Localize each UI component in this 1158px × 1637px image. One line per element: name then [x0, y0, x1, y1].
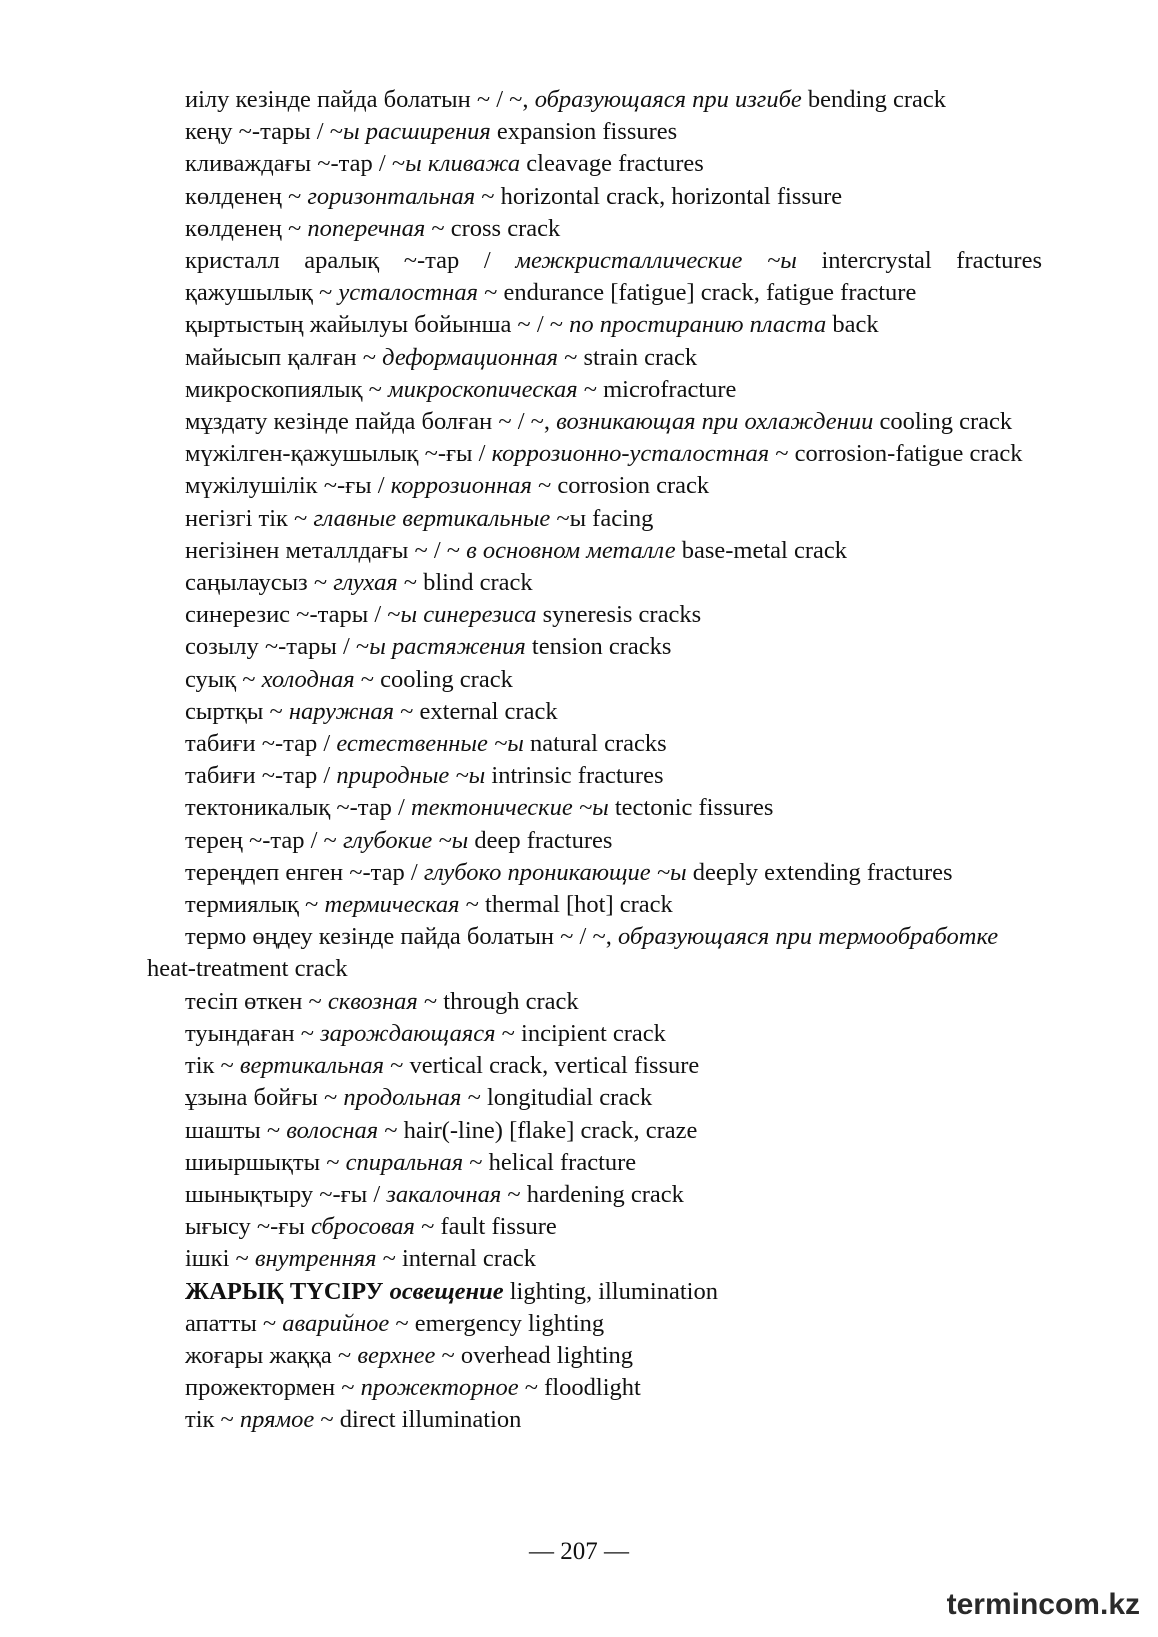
entry-text: табиғи ~-тар /: [185, 762, 337, 790]
entry-russian-term: природные ~ы: [336, 762, 486, 790]
entry-russian-term: возникающая при охлаждении: [556, 408, 874, 436]
dictionary-entry: [147, 84, 1042, 116]
entry-russian-term: аварийное: [282, 1309, 390, 1337]
entry-text: тесіп өткен ~: [185, 987, 328, 1015]
dictionary-entry: [147, 631, 1042, 663]
dictionary-entry: [147, 1147, 1042, 1179]
entry-text: термо өңдеу кезінде пайда болатын ~ / ~,: [185, 923, 618, 951]
dictionary-page: [147, 84, 1042, 1437]
entry-text: шиыршықты ~: [185, 1148, 346, 1176]
entry-russian-term: термическая: [324, 891, 460, 919]
entry-text: natural cracks: [523, 730, 667, 758]
entry-text: мұздату кезінде пайда болған ~ / ~,: [185, 408, 557, 436]
dictionary-entry: [147, 245, 1042, 277]
entry-russian-term: холодная: [261, 665, 355, 693]
entry-russian-term: спиральная: [345, 1148, 464, 1176]
entry-russian-term: сбросовая: [310, 1213, 415, 1241]
dictionary-entry: [147, 1372, 1042, 1404]
dictionary-entry: [147, 599, 1042, 631]
entry-text: ~ cross crack: [425, 214, 561, 242]
entry-text: intercrystal fractures: [796, 247, 1042, 275]
entry-russian-term: прожекторное: [360, 1374, 519, 1402]
dictionary-entry: [147, 1340, 1042, 1372]
entry-text: ~ helical fracture: [463, 1148, 637, 1176]
entry-text: ~ direct illumination: [314, 1406, 522, 1434]
entry-russian-term: зарождающаяся: [320, 1019, 496, 1047]
entry-text: ~ cooling crack: [354, 665, 513, 693]
entry-russian-term: сквозная: [327, 987, 418, 1015]
entry-text: кливаждағы ~-тар / ~: [185, 150, 406, 178]
entry-text: синерезис ~-тары / ~: [185, 601, 401, 629]
entry-russian-term: глухая: [333, 569, 398, 597]
dictionary-entry: [147, 1243, 1042, 1275]
entry-text: ~ longitudial crack: [461, 1084, 653, 1112]
entry-text: ұзына бойғы ~: [185, 1084, 344, 1112]
entry-text: негізінен металлдағы ~ / ~: [185, 536, 467, 564]
entry-text: ~ blind crack: [397, 569, 533, 597]
entry-text: ~ fault fissure: [414, 1213, 557, 1241]
entry-text: микроскопиялық ~: [185, 375, 388, 403]
dictionary-entry: [147, 470, 1042, 502]
dictionary-entry: [147, 1050, 1042, 1082]
entry-russian-term: волосная: [286, 1116, 379, 1144]
entry-text: табиғи ~-тар /: [185, 730, 337, 758]
entry-text: мүжілушілік ~-ғы /: [185, 472, 391, 500]
dictionary-entry: [147, 406, 1042, 438]
entry-headword: ЖАРЫҚ ТҮСІРУ: [185, 1277, 390, 1305]
entry-text: cooling crack: [873, 408, 1013, 436]
entry-text: ~ horizontal crack, horizontal fissure: [475, 182, 843, 210]
entry-text: саңылаусыз ~: [185, 569, 334, 597]
entry-text: ішкі ~: [185, 1245, 255, 1273]
dictionary-entry: [147, 921, 1042, 985]
entry-russian-term: образующаяся при термообработке: [617, 923, 999, 951]
entry-text: ~ vertical crack, vertical fissure: [384, 1052, 700, 1080]
dictionary-entry: [147, 1308, 1042, 1340]
entry-text: прожектормен ~: [185, 1374, 361, 1402]
entry-russian-term: ы синерезиса: [400, 601, 537, 629]
entry-russian-term: глубоко проникающие ~ы: [423, 858, 687, 886]
dictionary-entry: [147, 1082, 1042, 1114]
entry-text: ~ internal crack: [376, 1245, 536, 1273]
entry-russian-term: глубокие ~ы: [342, 826, 469, 854]
entry-russian-term: главные вертикальные: [313, 504, 551, 532]
dictionary-entry: [147, 1018, 1042, 1050]
entry-russian-term: межкристаллические ~ы: [515, 247, 797, 275]
entry-text: сыртқы ~: [185, 697, 289, 725]
entry-text: cleavage fractures: [520, 150, 704, 178]
entry-text: шашты ~: [185, 1116, 287, 1144]
entry-text: ~ floodlight: [518, 1374, 641, 1402]
page-number: — 207 —: [529, 1538, 629, 1565]
entry-headword: освещение: [389, 1277, 504, 1305]
entry-text: ~ hardening crack: [501, 1180, 684, 1208]
entry-russian-term: вертикальная: [239, 1052, 385, 1080]
dictionary-entry: [147, 277, 1042, 309]
dictionary-entry: [147, 567, 1042, 599]
entry-text: ~ corrosion crack: [531, 472, 710, 500]
entry-russian-term: деформационная: [382, 343, 559, 371]
entry-russian-term: микроскопическая: [388, 375, 578, 403]
dictionary-entry: [147, 1276, 1042, 1308]
dictionary-entry: [147, 1404, 1042, 1436]
entry-russian-term: естественные ~ы: [336, 730, 524, 758]
entry-text: bending crack: [801, 86, 947, 113]
dictionary-entry: [147, 374, 1042, 406]
entry-text: термиялық ~: [185, 891, 325, 919]
entry-text: expansion fissures: [490, 118, 678, 146]
entry-text: иілу кезінде пайда болатын ~ / ~,: [185, 86, 535, 113]
entry-russian-term: продольная: [343, 1084, 462, 1112]
dictionary-entry: [147, 986, 1042, 1018]
entry-text: ~ thermal [hot] crack: [459, 891, 673, 919]
dictionary-entry: [147, 728, 1042, 760]
entry-russian-term: ы кливажа: [405, 150, 521, 178]
entry-russian-term: внутренняя: [254, 1245, 377, 1273]
entry-russian-term: закалочная: [386, 1180, 502, 1208]
entry-text: апатты ~: [185, 1309, 283, 1337]
entry-text: back: [826, 311, 879, 339]
entry-text: кристалл аралық ~-тар /: [185, 247, 516, 275]
dictionary-entry: [147, 116, 1042, 148]
entry-russian-term: поперечная: [307, 214, 426, 242]
entry-russian-term: верхнее: [357, 1341, 436, 1369]
dictionary-entry: [147, 535, 1042, 567]
entry-text: созылу ~-тары / ~: [185, 633, 370, 661]
entry-text: майысып қалған ~: [185, 343, 383, 371]
dictionary-entry: [147, 825, 1042, 857]
dictionary-entry: [147, 181, 1042, 213]
entry-text: ~ strain crack: [558, 343, 698, 371]
entry-text: intrinsic fractures: [485, 762, 664, 790]
entry-text: ~ incipient crack: [495, 1019, 666, 1047]
entry-text: шынықтыру ~-ғы /: [185, 1180, 387, 1208]
entry-text: ~ external crack: [394, 697, 558, 725]
entry-russian-term: образующаяся при изгибе: [534, 86, 802, 113]
entry-text: syneresis cracks: [536, 601, 702, 629]
entry-text: қажушылық ~: [185, 279, 339, 307]
entry-russian-term: ы расширения: [342, 118, 491, 146]
entry-text: туындаған ~: [185, 1019, 321, 1047]
dictionary-entry: [147, 503, 1042, 535]
entry-text: мүжілген-қажушылық ~-ғы /: [185, 440, 492, 468]
dictionary-entry: [147, 696, 1042, 728]
dictionary-entry: [147, 342, 1042, 374]
entry-text: негізгі тік ~: [185, 504, 314, 532]
entry-russian-term: ы растяжения: [369, 633, 526, 661]
dictionary-entry: [147, 148, 1042, 180]
dictionary-entry: [147, 309, 1042, 341]
dictionary-entry: [147, 664, 1042, 696]
entry-text: тік ~: [185, 1406, 240, 1434]
entry-text: tension cracks: [525, 633, 672, 661]
entry-text: ~ overhead lighting: [435, 1341, 634, 1369]
dictionary-entry: [147, 857, 1042, 889]
dictionary-entry: [147, 1179, 1042, 1211]
dictionary-entry: [147, 889, 1042, 921]
entry-russian-term: коррозионно-усталостная: [491, 440, 770, 468]
entry-text: кеңу ~-тары / ~: [185, 118, 343, 146]
entry-text: heat-treatment crack: [147, 955, 348, 983]
entry-text: ~ through crack: [417, 987, 579, 1015]
entry-russian-term: в основном металле: [466, 536, 676, 564]
entry-russian-term: усталостная: [338, 279, 478, 307]
entry-text: тектоникалық ~-тар /: [185, 794, 411, 822]
entry-text: deeply extending fractures: [686, 858, 953, 886]
entry-text: қыртыстың жайылуы бойынша ~ / ~: [185, 311, 570, 339]
entry-text: ~ы facing: [550, 504, 654, 532]
entry-russian-term: по простиранию пласта: [569, 311, 827, 339]
entry-russian-term: прямое: [239, 1406, 315, 1434]
entry-text: тік ~: [185, 1052, 240, 1080]
entry-russian-term: горизонтальная: [307, 182, 476, 210]
dictionary-entry: [147, 792, 1042, 824]
dictionary-entry: [147, 438, 1042, 470]
entry-text: көлденең ~: [185, 182, 308, 210]
entry-text: суық ~: [185, 665, 262, 693]
entry-text: ~ endurance [fatigue] crack, fatigue fracture: [477, 279, 917, 307]
entry-text: терең ~-тар / ~: [185, 826, 343, 854]
entry-text: ығысу ~-ғы: [185, 1213, 311, 1241]
entry-text: ~ microfracture: [577, 375, 737, 403]
entry-text: жоғары жаққа ~: [185, 1341, 358, 1369]
entry-text: lighting, illumination: [503, 1277, 718, 1305]
site-logo: termincom.kz: [946, 1588, 1140, 1621]
entry-russian-term: тектонические ~ы: [410, 794, 609, 822]
entry-text: tectonic fissures: [608, 794, 774, 822]
entry-text: ~ hair(-line) [flake] crack, craze: [378, 1116, 698, 1144]
dictionary-entry: [147, 1211, 1042, 1243]
dictionary-entry: [147, 1115, 1042, 1147]
entry-text: ~ emergency lighting: [389, 1309, 605, 1337]
entry-russian-term: наружная: [288, 697, 395, 725]
entry-text: ~ corrosion-fatigue crack: [769, 440, 1023, 468]
entry-russian-term: коррозионная: [390, 472, 532, 500]
entry-text: көлденең ~: [185, 214, 308, 242]
entry-text: deep fractures: [468, 826, 613, 854]
entry-text: тереңдеп енген ~-тар /: [185, 858, 424, 886]
dictionary-entry: [147, 213, 1042, 245]
dictionary-entry: [147, 760, 1042, 792]
entry-text: base-metal crack: [675, 536, 847, 564]
